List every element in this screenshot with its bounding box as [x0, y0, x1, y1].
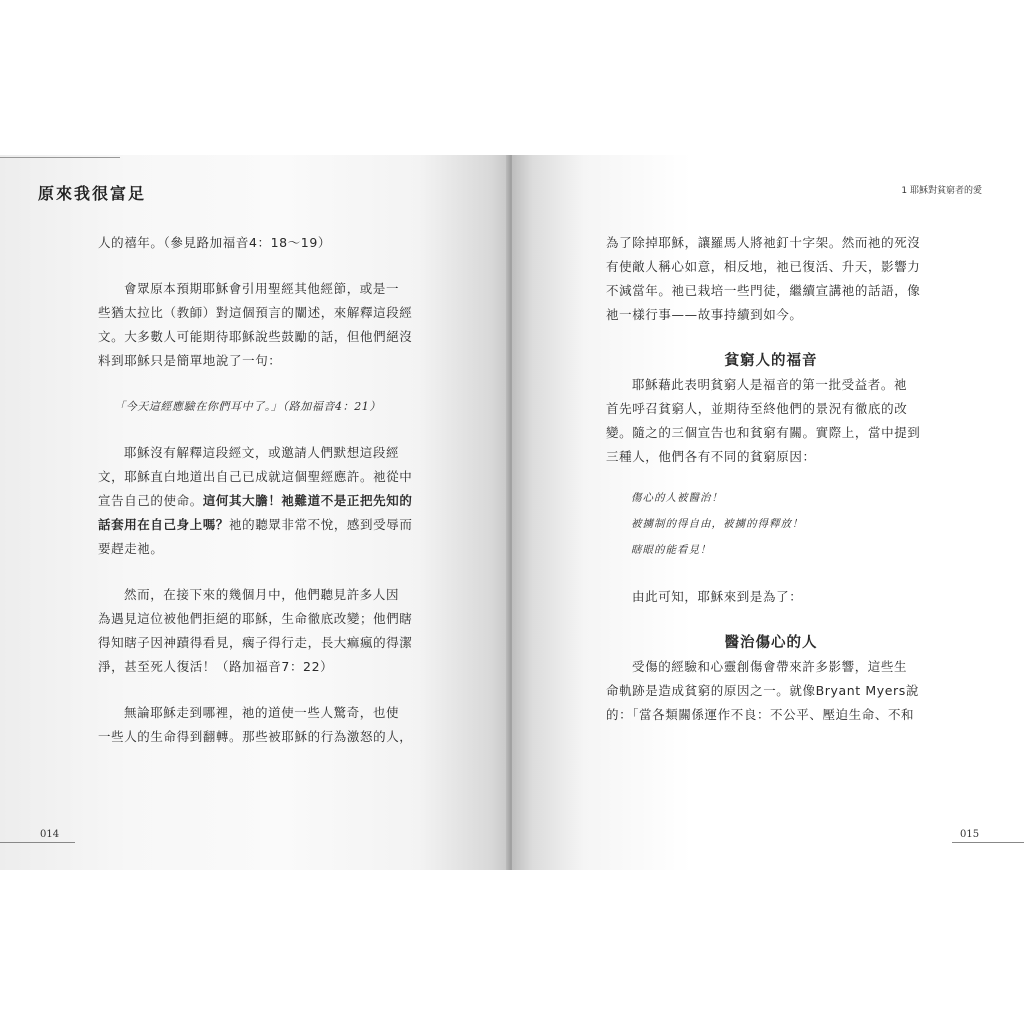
body-line: 為了除掉耶穌，讓羅馬人將祂釘十字架。然而祂的死沒	[606, 235, 921, 250]
chapter-running-head: 1 耶穌對貧窮者的愛	[901, 186, 982, 196]
body-line: 要趕走祂。	[98, 541, 164, 556]
poem-block	[606, 485, 936, 563]
section-heading: 貧窮人的福音	[724, 353, 818, 369]
body-text: 宣告自己的使命。	[98, 493, 203, 508]
body-line: 人的禧年。（參見路加福音4：18～19）	[98, 235, 332, 250]
page-number-right: 015	[960, 829, 980, 840]
body-line: 些猶太拉比（教師）對這個預言的闡述，來解釋這段經	[98, 305, 413, 320]
folio-rule	[952, 842, 1024, 843]
book-spread	[0, 155, 1024, 870]
body-line-mixed	[98, 489, 412, 513]
page-number-left: 014	[40, 829, 60, 840]
body-line: 首先呼召貧窮人，並期待至終他們的景況有徹底的改	[606, 401, 908, 416]
body-line: 一些人的生命得到翻轉。那些被耶穌的行為激怒的人，	[98, 729, 413, 744]
poem-line: 被擄制的得自由，被擄的得釋放！	[631, 518, 804, 530]
body-line: 然而，在接下來的幾個月中，他們聽見許多人因	[124, 587, 400, 602]
book-title-running-head: 原來我很富足	[38, 184, 147, 203]
section-heading: 醫治傷心的人	[724, 635, 818, 651]
body-line: 得知瞎子因神蹟得看見，瘸子得行走，長大痲瘋的得潔	[98, 635, 413, 650]
left-page	[0, 155, 512, 870]
body-line: 料到耶穌只是簡單地說了一句：	[98, 353, 282, 368]
body-text: 祂的聽眾非常不悅，感到受辱而	[229, 517, 413, 532]
body-line: 命軌跡是造成貧窮的原因之一。就像Bryant Myers說	[606, 683, 919, 698]
body-line: 受傷的經驗和心靈創傷會帶來許多影響，這些生	[632, 659, 908, 674]
body-line: 三種人，他們各有不同的貧窮原因：	[606, 449, 816, 464]
poem-line: 傷心的人被醫治！	[631, 492, 723, 504]
body-line: 耶穌沒有解釋這段經文，或邀請人們默想這段經	[124, 445, 400, 460]
right-body-text	[606, 231, 936, 727]
body-line: 為遇見這位被他們拒絕的耶穌，生命徹底改變；他們瞎	[98, 611, 413, 626]
body-line: 有使敵人稱心如意，相反地，祂已復活、升天，影響力	[606, 259, 921, 274]
page-top-rule	[0, 157, 120, 158]
body-line: 文，耶穌直白地道出自己已成就這個聖經應許。祂從中	[98, 469, 413, 484]
body-line: 淨，甚至死人復活！（路加福音7：22）	[98, 659, 334, 674]
body-line: 會眾原本預期耶穌會引用聖經其他經節，或是一	[124, 281, 400, 296]
body-line: 變。隨之的三個宣告也和貧窮有關。實際上，當中提到	[606, 425, 921, 440]
body-line-mixed	[98, 513, 412, 537]
folio-rule	[0, 842, 75, 843]
left-body-text	[98, 231, 412, 749]
body-line: 由此可知，耶穌來到是為了：	[632, 589, 803, 604]
body-line: 不減當年。祂已栽培一些門徒，繼續宣講祂的話語，像	[606, 283, 921, 298]
body-line: 文。大多數人可能期待耶穌說些鼓勵的話，但他們絕沒	[98, 329, 413, 344]
right-page	[512, 155, 1024, 870]
emphasis-text: 話套用在自己身上嗎？	[98, 517, 230, 532]
poem-line: 瞎眼的能看見！	[631, 544, 712, 556]
emphasis-text: 這何其大膽！祂難道不是正把先知的	[202, 493, 413, 508]
body-line: 的：「當各類關係運作不良：不公平、壓迫生命、不和	[606, 707, 915, 722]
body-line: 祂一樣行事——故事持續到如今。	[606, 307, 803, 322]
body-line: 無論耶穌走到哪裡，祂的道使一些人驚奇，也使	[124, 705, 400, 720]
scripture-quote: 「今天這經應驗在你們耳中了。」（路加福音4：21）	[114, 400, 381, 413]
body-line: 耶穌藉此表明貧窮人是福音的第一批受益者。祂	[632, 377, 908, 392]
